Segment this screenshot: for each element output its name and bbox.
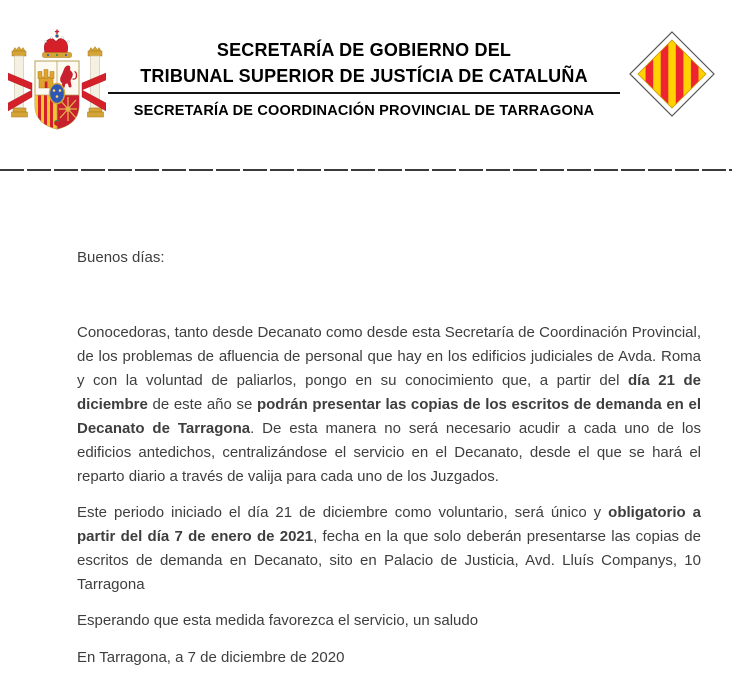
text-run: Conocedoras, tanto desde Decanato como desde esta Secretaría de Coordinación Provincial, de los problemas de afluencia de personal que hay en los edificios judiciales de Avda. Roma y con la voluntad de paliarlos, pongo en su conocimiento que, a partir del — [77, 324, 701, 389]
text-run-bold: obligatorio a partir del día 7 de enero de 2021 — [77, 504, 701, 545]
paragraph-1 — [77, 321, 701, 489]
org-title-line2: TRIBUNAL SUPERIOR DE JUSTÍCIA DE CATALUÑA — [140, 66, 588, 86]
paragraph-3: Esperando que esta medida favorezca el servicio, un saludo — [77, 612, 479, 629]
title-divider — [108, 92, 620, 94]
text-run-bold: podrán presentar las copias de los escritos de demanda en el Decanato de Tarragona — [77, 396, 701, 437]
spain-coat-of-arms-icon — [8, 27, 106, 139]
greeting: Buenos días: — [77, 249, 165, 266]
letter-body — [77, 246, 701, 683]
letterhead-titles — [104, 37, 624, 121]
text-run: . De esta manera no será necesario acudir a cada uno de los edificios antedichos, centralizándose el servicio en el Decanato, desde el que se hará el reparto diario a través de valija para cada uno de los Juzgados. — [77, 420, 701, 485]
text-run: Este periodo iniciado el día 21 de diciembre como voluntario, será único y — [77, 504, 609, 521]
org-title-line1: SECRETARÍA DE GOBIERNO DEL — [216, 40, 512, 60]
org-subtitle: SECRETARÍA DE COORDINACIÓN PROVINCIAL DE TARRAGONA — [133, 103, 595, 119]
paragraph-4: En Tarragona, a 7 de diciembre de 2020 — [77, 649, 345, 666]
text-run-bold: día 21 de diciembre — [77, 372, 702, 413]
horizontal-separator — [0, 169, 732, 171]
text-run: , fecha en la que solo deberán presentarse las copias de escritos de demanda en Decanato, sito en Palacio de Justicia, Avd. Lluís Companys, 10 Tarragona — [77, 528, 701, 593]
paragraph-2 — [77, 501, 701, 597]
catalonia-senyera-lozenge-icon — [629, 31, 715, 117]
text-run: de este año se — [147, 396, 257, 413]
